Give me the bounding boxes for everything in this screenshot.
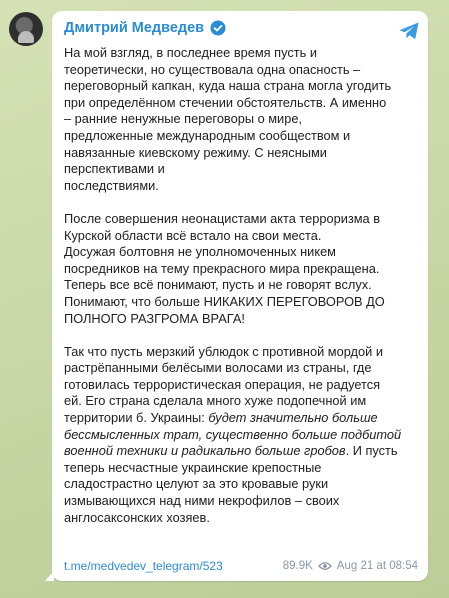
message-footer xyxy=(64,559,418,573)
view-count: 89.9K xyxy=(282,560,313,572)
verified-badge-icon xyxy=(210,20,226,36)
paragraph-3 xyxy=(64,344,416,527)
paragraph-2: После совершения неонацистами акта терроризма в Курской области всё встало на свои места. Досужая болтовня не уполномоченных никем посредников на тему прекрасного мира прекращена. Теперь все всё понимают, пусть и не говорят вслух. Понимают, что больше НИКАКИХ ПЕРЕГОВОРОВ ДО ПОЛНОГО РАЗГРОМА ВРАГА! xyxy=(64,210,385,326)
paragraph-3-italic: будет значительно больше бессмысленных трат, существенно больше подбитой военной техники и радикально больше гробов xyxy=(64,410,402,459)
message-text xyxy=(64,45,416,526)
paragraph-3-start: Так что пусть мерзкий ублюдок с противной мордой и растрёпанными белёсыми волосами из страны, где готовилась террористическая операция, не радуется ей. Его страна сделала много хуже подопечной им территории б. Украины: xyxy=(64,343,383,426)
eye-icon xyxy=(318,561,332,571)
timestamp: Aug 21 at 08:54 xyxy=(336,560,418,572)
message-meta xyxy=(283,560,418,572)
message-header xyxy=(64,20,226,36)
channel-avatar[interactable] xyxy=(9,12,43,46)
post-link[interactable]: t.me/medvedev_telegram/523 xyxy=(64,559,223,573)
paragraph-3-end: . И пусть теперь несчастные украинские крепостные сладострастно целуют за это кровавые руки измывающихся над ними некрофилов – своих англосаксонских хозяев. xyxy=(64,443,398,525)
channel-name[interactable]: Дмитрий Медведев xyxy=(64,20,205,36)
message-bubble xyxy=(52,11,428,581)
paragraph-1: На мой взгляд, в последнее время пусть и теоретически, но существовала одна опасность – переговорный капкан, куда наша страна могла угодить при определённом стечении обстоятельств. А именно – ранние ненужные переговоры о мире, предложенные международным сообществом и навязанные киевскому режиму. С неясными перспективами и последствиями. xyxy=(64,45,392,193)
telegram-plane-icon[interactable] xyxy=(398,21,420,41)
